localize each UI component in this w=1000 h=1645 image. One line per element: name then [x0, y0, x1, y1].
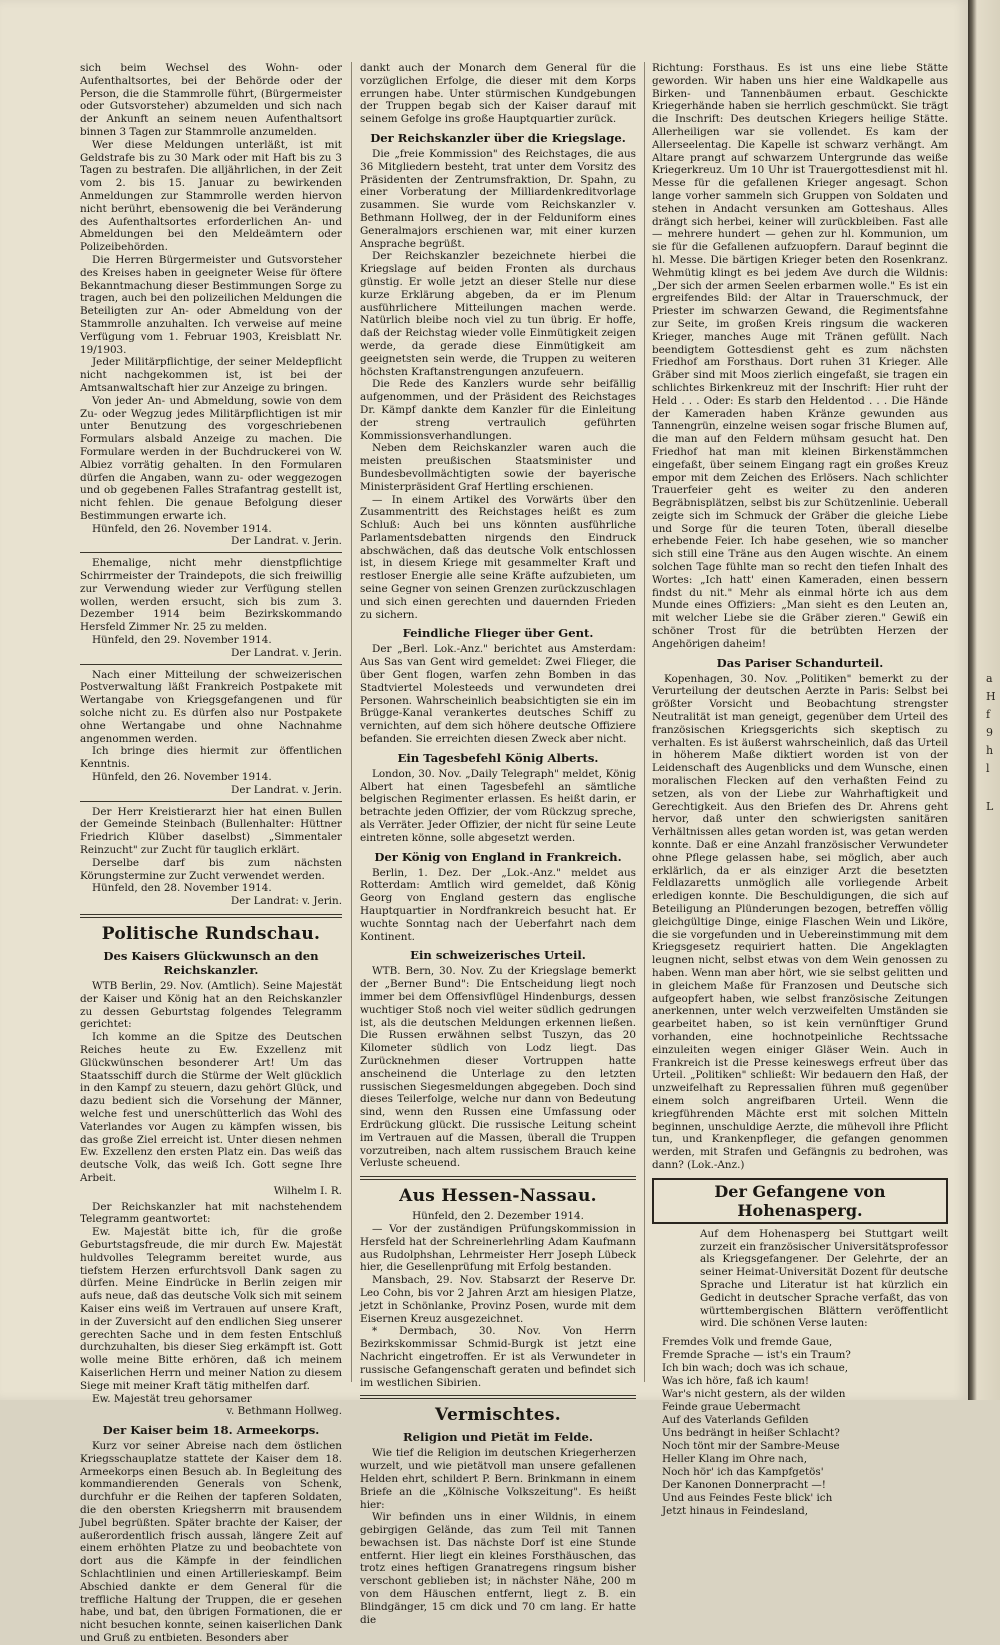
edge-fragment: H [986, 690, 996, 703]
paragraph: — Vor der zuständigen Prüfungskommission in Hersfeld hat der Schreinerlehrling Adam Kaufmann aus Rudolphshan, Lehrmeister Herr Joseph Lübeck hier, die Gesellenprüfung mit Erfolg bestanden. [360, 1222, 636, 1274]
edge-fragment: h [986, 744, 994, 757]
boxed-headline: Der Gefangene von Hohenasperg. [652, 1178, 948, 1224]
paragraph: Kopenhagen, 30. Nov. „Politiken" bemerkt zu der Verurteilung der deutschen Aerzte in Paris: Selbst bei größter Vorsicht und Beobachtung strengster Neutralität ist man geneigt, gegenüber dem Urteil des französischen Kriegsgerichts sich skeptisch zu verhalten. Es ist äußerst wahrscheinlich, daß das Urteil in höherem Maße diktiert worden ist von der Leidenschaft des Augenblicks und dem Wunsche, einen moralischen Flecken auf den verhaßten Feind zu setzen, als von der Liebe zur Wahrhaftigkeit und Gerechtigkeit. Aus den Briefen des Dr. Ahrens geht hervor, daß unter den schwierigsten sanitären Verhältnissen alles getan worden ist, was getan werden konnte. Daß er eine Anzahl französischer Verwundeter ohne Pflege gelassen habe, sei möglich, aber auch erklärlich, da er als einziger Arzt die besetzten Feldlazaretts unmöglich alle vorliegende Arbeit erledigen konnte. Die Beschuldigungen, die sich auf Beteiligung an Plünderungen bezogen, betreffen völlig gleichgültige Dinge, einige Flaschen Wein und Liköre, die sie vorgefunden und in Uebereinstimmung mit dem Kriegsgesetz requiriert hatten. Die Angeklagten leugnen nicht, selbst etwas von dem Wein genossen zu haben. Wenn man aber hört, wie sie selbst gelitten und in gleichem Maße für Franzosen und Deutsche sich aufgeopfert haben, wie selbst französische Zeitungen anerkennen, unter welch verzweifelten Umständen sie gearbeitet haben, so ist kein vernünftiger Grund vorhanden, eine hochnotpeinliche Rechtssache einzuleiten wegen einiger Gläser Wein. Auch in Frankreich ist die Presse keineswegs erfreut über das Urteil. „Politiken" schließt: Wir bedauern den Haß, der unzweifelhaft zu Repressalien führen muß gegenüber einem solch angreifbaren Urteil. Wenn die kriegführenden Mächte erst mit solchen Mitteln beginnen, unschuldige Aerzte, die mühevoll ihre Pflicht tun, und Krankenpfleger, die gefangen genommen werden, mit Strafen und Gefängnis zu bedrohen, was dann? (Lok.-Anz.) [652, 672, 948, 1171]
section-title: Aus Hessen-Nassau. [399, 1186, 597, 1207]
paragraph: Nach einer Mitteilung der schweizerischen Postverwaltung läßt Frankreich Postpakete mit Wertangabe von Kriegsgefangenen und für solche nicht zu. Es dürfen also nur Postpakete ohne Wertangabe und ohne Nachnahme angenommen werden. [80, 668, 342, 745]
poem-line: Noch tönt mir der Sambre-Meuse [662, 1440, 840, 1453]
paragraph: Berlin, 1. Dez. Der „Lok.-Anz." meldet aus Rotterdam: Amtlich wird gemeldet, daß König Georg von England gestern das englische Hauptquartier in Nordfrankreich besucht hat. Er wuchte Sonntag nach der Ueberfahrt nach dem Kontinent. [360, 866, 636, 943]
poem-line: War's nicht gestern, als der wilden [662, 1388, 846, 1401]
paragraph: WTB. Bern, 30. Nov. Zu der Kriegslage bemerkt der „Berner Bund": Die Entscheidung liegt noch immer bei dem Offensivflügel Hindenburgs, dessen wuchtiger Stoß noch viel weiter südlich gedrungen ist, als die deutschen Meldungen erkennen ließen. Die Russen erwähnen selbst Tuszyn, das 20 Kilometer südlich von Lodz liegt. Das Zurücknehmen dieser Vortruppen hatte anscheinend die Unterlage zu den letzten russischen Siegesmeldungen abgegeben. Doch sind dieses Teilerfolge, welche nur dann von Bedeutung sind, wenn den Russen eine Umfassung oder Erdrückung glückt. Die russische Leitung scheint im Vertrauen auf die Massen, überall die Truppen vorzutreiben, nach altem russischem Brauch keine Verluste scheuend. [360, 965, 636, 1170]
divider [80, 801, 342, 802]
paragraph: Richtung: Forsthaus. Es ist uns eine liebe Stätte geworden. Wir haben uns hier eine Waldkapelle aus Birken- und Tannenbäumen erbaut. Geschickte Kriegerhände haben sie herrlich geschmückt. Sie trägt die Inschrift: Des deutschen Kriegers heilige Stätte. Allerheiligen war sie vollendet. Es kam der Allerseelentag. Die Kapelle ist schwarz verhängt. Am Altare prangt auf schwarzem Untergrunde das weiße Kriegerkreuz. Um 10 Uhr ist Trauergottesdienst mit hl. Messe für die gefallenen Krieger angesagt. Schon lange vorher sammeln sich Gruppen von Soldaten und stehen in Andacht versunken am Gotteshaus. Alles drängt sich herbei, keiner will zurückbleiben. Fast alle — mehrere hundert — gehen zur hl. Kommunion, um sie für die Gefallenen aufzuopfern. Darauf beginnt die hl. Messe. Die bärtigen Krieger beten den Rosenkranz. Wehmütig klingt es bei jedem Ave durch die Wildnis: „Der sich der armen Seelen erbarmen wolle." Es ist ein ergreifendes Bild: der Altar in Trauerschmuck, der Priester im schwarzen Gewand, die Regimentsfahne zur Seite, im großen Kreis ringsum die wackeren Krieger, manches Auge mit Tränen gefüllt. Nach beendigtem Gottesdienst geht es zum nächsten Friedhof am Forsthaus. Dort ruhen 31 Krieger. Alle Gräber sind mit Moos zierlich eingefaßt, sie tragen ein schlichtes Birkenkreuz mit der Inschrift: Hier ruht der Held . . . Oder: Es starb den Heldentod . . . Die Hände der Kameraden haben Kränze gewunden aus Tannengrün, einzelne weisen sogar frische Blumen auf, die man auf den Feldern mühsam gesucht hat. Den Friedhof hat man mit kleinen Birkenstämmchen eingefaßt, über seinem Eingang ragt ein großes Kreuz empor mit dem Zeichen des Erlösers. Nach schlichter Trauerfeier geht es weiter zu den anderen Begräbnisplätzen, selbst bis zur Schützenlinie. Ueberall zeigte sich im Schmuck der Gräber die gleiche Liebe und Sorge für die teuren Toten, überall dieselbe erhebende Feier. Ich habe gesehen, wie so mancher sich still eine Träne aus den Augen wischte. An einem solchen Tage fühlte man so recht den tiefen Inhalt des Wortes: „Ich hatt' einen Kameraden, einen bessern findst du nit." Mehr als einmal hörte ich aus dem Munde eines Offiziers: „Man sieht es den Leuten an, mit welcher Liebe sie die Gräber zieren." Gewiß ein schöner Trost für die betrübten Herzen der Angehörigen daheim! [652, 62, 948, 650]
paragraph: Ew. Majestät treu gehorsamer [92, 1392, 252, 1405]
paragraph: Neben dem Reichskanzler waren auch die meisten preußischen Staatsminister und Bundesbevollmächtigten sowie der bayerische Ministerpräsident Graf Hertling erschienen. [360, 442, 636, 493]
paragraph: Mansbach, 29. Nov. Stabsarzt der Reserve Dr. Leo Cohn, bis vor 2 Jahren Arzt am hiesigen Platze, jetzt in Schönlanke, Provinz Posen, wurde mit dem Eisernen Kreuz ausgezeichnet. [360, 1274, 636, 1325]
signature: Der Landrat. v. Jerin. [231, 783, 342, 796]
divider [80, 552, 342, 553]
dateline: Hünfeld, den 26. November 1914. [92, 771, 272, 784]
article-headline: Ein Tagesbefehl König Alberts. [397, 750, 599, 765]
article-headline: Ein schweizerisches Urteil. [410, 948, 586, 963]
dateline: Hünfeld, den 28. November 1914. [92, 882, 272, 895]
signature: v. Bethmann Hollweg. [226, 1405, 342, 1418]
paragraph: dankt auch der Monarch dem General für die vorzüglichen Erfolge, die dieser mit dem Korps errungen habe. Unter stürmischen Kundgebungen der Truppen begab sich der Kaiser darauf mit seinem Gefolge ins große Hauptquartier zurück. [360, 62, 636, 126]
column-1 [80, 62, 342, 1645]
column-2 [360, 62, 636, 1626]
section-title: Politische Rundschau. [101, 924, 321, 944]
edge-fragment: 9 [986, 726, 993, 739]
divider [80, 664, 342, 665]
paragraph: Ew. Majestät bitte ich, für die große Geburtstagsfreude, die mir durch Ew. Majestät huldvolles Telegramm bereitet wurde, aus tiefstem Herzen erfurchtsvoll Dank sagen zu dürfen. Meine Eindrücke in Berlin zeigen mir aufs neue, daß das deutsche Volk sich mit seinem Kaiser eins weiß im Vertrauen auf unsere Kraft, in der Zuversicht auf den endlichen Sieg unserer gerechten Sache und in dem festen Entschluß durchzuhalten, bis dieser Sieg erkämpft ist. Gott wolle meine Bitte erhören, daß ich meinem Kaiserlichen Herrn und meiner Nation zu diesem Siege mit meiner Kraft tätig mithelfen darf. [80, 1226, 342, 1392]
column-3 [652, 62, 948, 1518]
poem-line: Was ich höre, faß ich kaum! [662, 1375, 810, 1388]
signature: Der Landrat: v. Jerin. [230, 895, 342, 908]
paragraph: * Dermbach, 30. Nov. Von Herrn Bezirkskommissar Schmid-Burgk ist jetzt eine Nachricht eingetroffen. Er ist als Verwundeter in russische Gefangenschaft geraten und befindet sich im westlichen Sibirien. [360, 1325, 636, 1389]
poem-line: Fremdes Volk und fremde Gaue, [662, 1336, 833, 1349]
article-headline: Feindliche Flieger über Gent. [402, 626, 594, 641]
article-headline: Das Pariser Schandurteil. [716, 655, 884, 670]
paragraph: Der Herr Kreistierarzt hier hat einen Bullen der Gemeinde Steinbach (Bullenhalter: Hüttner Friedrich Klüber daselbst) „Simmentaler Reinzucht" zur Zucht für tauglich erklärt. [80, 805, 342, 857]
paragraph: Der „Berl. Lok.-Anz." berichtet aus Amsterdam: Aus Sas van Gent wird gemeldet: Zwei Flieger, die über Gent flogen, warfen zehn Bomben in das Stadtviertel Molesteeds und verwundeten drei Personen. Wahrscheinlich beabsichtigten sie ein im Brügge-Kanal verankertes deutsches Schiff zu vernichten, auf dem sich höhere deutsche Offiziere befanden. Sie erreichten diesen Zweck aber nicht. [360, 643, 636, 746]
section-divider [360, 1395, 636, 1399]
poem-line: Heller Klang im Ohre nach, [662, 1453, 808, 1466]
poem-line: Ich bin wach; doch was ich schaue, [662, 1362, 849, 1375]
edge-fragment: l [986, 762, 990, 775]
paragraph: Der Reichskanzler hat mit nachstehendem Telegramm geantwortet: [80, 1200, 342, 1226]
paragraph: Die Herren Bürgermeister und Gutsvorsteher des Kreises haben in geeigneter Weise für öftere Bekanntmachung dieser Bestimmungen Sorge zu tragen, auch bei den polizeilichen Meldungen die Beteiligten zur An- oder Abmeldung von der Stammrolle anzuhalten. Ich verweise auf meine Verfügung vom 1. Februar 1903, Kreisblatt Nr. 19/1903. [80, 253, 342, 356]
article-headline: Der Kaiser beim 18. Armeekorps. [102, 1423, 320, 1438]
poem [652, 1336, 948, 1518]
edge-fragment: L [986, 800, 994, 813]
paragraph: Ehemalige, nicht mehr dienstpflichtige Schirrmeister der Traindepots, die sich freiwillig zur Verwendung wieder zur Verfügung stellen wollen, werden ersucht, sich bis zum 3. Dezember 1914 beim Bezirkskommando Hersfeld Zimmer Nr. 25 zu melden. [80, 557, 342, 634]
column-rule [644, 62, 645, 1382]
edge-fragment: a [986, 672, 993, 685]
poem-line: Jetzt hinaus in Feindesland, [662, 1505, 809, 1518]
paragraph: Die Rede des Kanzlers wurde sehr beifällig aufgenommen, und der Präsident des Reichstages Dr. Kämpf dankte dem Kanzler für die Einleitung der streng vertraulich geführten Kommissionsverhandlungen. [360, 378, 636, 442]
paragraph: Wie tief die Religion im deutschen Kriegerherzen wurzelt, und wie pietätvoll man unsere gefallenen Helden ehrt, schildert P. Bern. Brinkmann in einem Briefe an die „Kölnische Volkszeitung". Es heißt hier: [360, 1447, 636, 1511]
poem-line: Der Kanonen Donnerpracht —! [662, 1479, 826, 1492]
signature: Der Landrat. v. Jerin. [231, 535, 342, 548]
poem-line: Und aus Feindes Feste blick' ich [662, 1492, 833, 1505]
paragraph: Der Reichskanzler bezeichnete hierbei die Kriegslage auf beiden Fronten als durchaus günstig. Er wolle jetzt an dieser Stelle nur diese kurze Erklärung abgeben, da er im Plenum ausführlichere Mitteilungen machen werde. Natürlich bleibe noch viel zu tun übrig. Er hoffe, daß der Reichstag wieder volle Einmütigkeit zeigen werde, da gerade diese Einmütigkeit am geeignetsten sein werde, die Truppen zu weiteren höchsten Kraftanstrengungen anzufeuern. [360, 250, 636, 378]
edge-fragment: f [986, 708, 991, 721]
poem-line: Feinde graue Uebermacht [662, 1401, 801, 1414]
paragraph: Derselbe darf bis zum nächsten Körungstermine zur Zucht verwendet werden. [80, 856, 342, 882]
article-headline: Der Reichskanzler über die Kriegslage. [370, 130, 626, 145]
article-headline: Der König von England in Frankreich. [374, 849, 622, 864]
dateline: Hünfeld, den 2. Dezember 1914. [412, 1210, 584, 1223]
paragraph: Kurz vor seiner Abreise nach dem östlichen Kriegsschauplatze stattete der Kaiser dem 18. Armeekorps einen Besuch ab. In Begleitung des kommandierenden Generals von Schenk, durchfuhr er die Reihen der tapferen Soldaten, die den obersten Kriegsherrn mit brausendem Jubel begrüßten. Später brachte der Kaiser, der außerordentlich frisch aussah, längere Zeit auf einem erhöhten Platze zu und beobachtete von dort aus die Kämpfe in der feindlichen Schlachtlinien und einen Artillerieskampf. Beim Abschied dankte er dem General für die treffliche Haltung der Truppen, die er gesehen habe, und bat, den übrigen Formationen, die er nicht besuchen konnte, seinen kaiserlichen Dank und Gruß zu entbieten. Besonders aber [80, 1440, 342, 1645]
article-headline: Religion und Pietät im Felde. [403, 1430, 593, 1445]
paragraph: WTB Berlin, 29. Nov. (Amtlich). Seine Majestät der Kaiser und König hat an den Reichskanzler zu dessen Geburtstag folgendes Telegramm gerichtet: [80, 980, 342, 1031]
poem-line: Auf des Vaterlands Gefilden [662, 1414, 809, 1427]
dateline: Hünfeld, den 26. November 1914. [92, 522, 272, 535]
paragraph: Die „freie Kommission" des Reichstages, die aus 36 Mitgliedern besteht, trat unter dem Vorsitz des Präsidenten der Zentrumsfraktion, Dr. Spahn, zu einer Vorberatung der Milliardenkreditvorlage zusammen. Sie wurde vom Reichskanzler v. Bethmann Hollweg, der in der Felduniform eines Generalmajors erschienen war, mit einer kurzen Ansprache begrüßt. [360, 147, 636, 250]
paragraph: London, 30. Nov. „Daily Telegraph" meldet, König Albert hat einen Tagesbefehl an sämtliche belgischen Regimenter erlassen. Es heißt darin, er betrachte jeden Offizier, der vom Rückzug spreche, als Verräter. Jeder Offizier, der nicht für seine Leute eintreten könne, solle abgesetzt werden. [360, 767, 636, 844]
signature: Der Landrat. v. Jerin. [231, 646, 342, 659]
poem-line: Fremde Sprache — ist's ein Traum? [662, 1349, 851, 1362]
signature: Wilhelm I. R. [273, 1184, 342, 1197]
paragraph: — In einem Artikel des Vorwärts über den Zusammentritt des Reichstages heißt es zum Schluß: Auch bei uns könnten ausführliche Parlamentsdebatten nirgends den Eindruck abschwächen, daß das deutsche Volk entschlossen ist, in diesem Kriege mit gesammelter Kraft und restloser Energie alle seine Kräfte aufzubieten, um seine Gegner von seinen Grenzen zurückzuschlagen und sich einen gerechten und dauernden Frieden zu sichern. [360, 493, 636, 621]
poem-line: Uns bedrängt in heißer Schlacht? [662, 1427, 840, 1440]
section-divider [80, 914, 342, 918]
poem-line: Noch hör' ich das Kampfgetös' [662, 1466, 824, 1479]
paragraph: Wer diese Meldungen unterläßt, ist mit Geldstrafe bis zu 30 Mark oder mit Haft bis zu 3 Tagen zu bestrafen. Die alljährlichen, in der Zeit vom 2. bis 15. Januar zu bewirkenden Anmeldungen zur Stammrolle werden hiervon nicht berührt, ebensowenig die bei Veränderung des Aufenthaltsortes erforderlichen An- und Abmeldungen bei den Meldeämtern oder Polizeibehörden. [80, 138, 342, 254]
dateline: Hünfeld, den 29. November 1914. [92, 634, 272, 647]
paragraph: sich beim Wechsel des Wohn- oder Aufenthaltsortes, bei der Behörde oder der Person, die die Stammrolle führt, (Bürgermeister oder Gutsvorsteher) abzumelden und sich nach der Ankunft an seinem neuen Aufenthaltsort binnen 3 Tagen zur Stammrolle anzumelden. [80, 62, 342, 138]
paragraph: Von jeder An- und Abmeldung, sowie von dem Zu- oder Wegzug jedes Militärpflichtigen ist mir unter Benutzung des vorgeschriebenen Formulars alsbald Anzeige zu machen. Die Formulare werden in der Buchdruckerei von W. Albiez vorrätig gehalten. In den Formularen dürfen die Angaben, wann zu- oder weggezogen und ob gegebenen Falles Strafantrag gestellt ist, nicht fehlen. Die genaue Befolgung dieser Bestimmungen erwarte ich. [80, 394, 342, 522]
paragraph: Wir befinden uns in einer Wildnis, in einem gebirgigen Gelände, das zum Teil mit Tannen bewachsen ist. Das nächste Dorf ist eine Stunde entfernt. Hier liegt ein kleines Forsthäuschen, das trotz eines heftigen Granatregens ringsum bisher verschont geblieben ist; in nächster Nähe, 200 m von dem Häuschen entfernt, liegt z. B. ein Blindgänger, 15 cm dick und 70 cm lang. Er hatte die [360, 1511, 636, 1626]
article-headline: Des Kaisers Glückwunsch an den Reichskanzler. [103, 949, 319, 977]
paragraph: Jeder Militärpflichtige, der seiner Meldepflicht nicht nachgekommen ist, ist bei der Amtsanwaltschaft hier zur Anzeige zu bringen. [80, 356, 342, 394]
section-title: Vermischtes. [435, 1405, 561, 1426]
paragraph: Ich bringe dies hiermit zur öffentlichen Kenntnis. [80, 745, 342, 771]
paragraph: Ich komme an die Spitze des Deutschen Reiches heute zu Ew. Exzellenz mit Glückwünschen besonderer Art! Um das Staatsschiff durch die Stürme der Welt glücklich in den Kampf zu steuern, dazu gehört Glück, und dazu bedient sich die Vorsehung der Männer, welche fest und unerschütterlich das Wohl des Vaterlandes vor Augen zu kämpfen wissen, bis das große Ziel erreicht ist. Unter diesen nehmen Ew. Exzellenz den ersten Platz ein. Das weiß das deutsche Volk, das weiß Ich. Gott segne Ihre Arbeit. [80, 1031, 342, 1184]
section-divider [360, 1176, 636, 1180]
paragraph: Auf dem Hohenasperg bei Stuttgart weilt zurzeit ein französischer Universitätsprofessor als Kriegsgefangener. Der Gelehrte, der an seiner Heimat-Universität Dozent für deutsche Sprache und Literatur ist hat kürzlich ein Gedicht in deutscher Sprache verfaßt, das von württembergischen Blättern veröffentlicht wird. Die schönen Verse lauten: [700, 1227, 948, 1330]
column-rule [351, 62, 352, 1382]
